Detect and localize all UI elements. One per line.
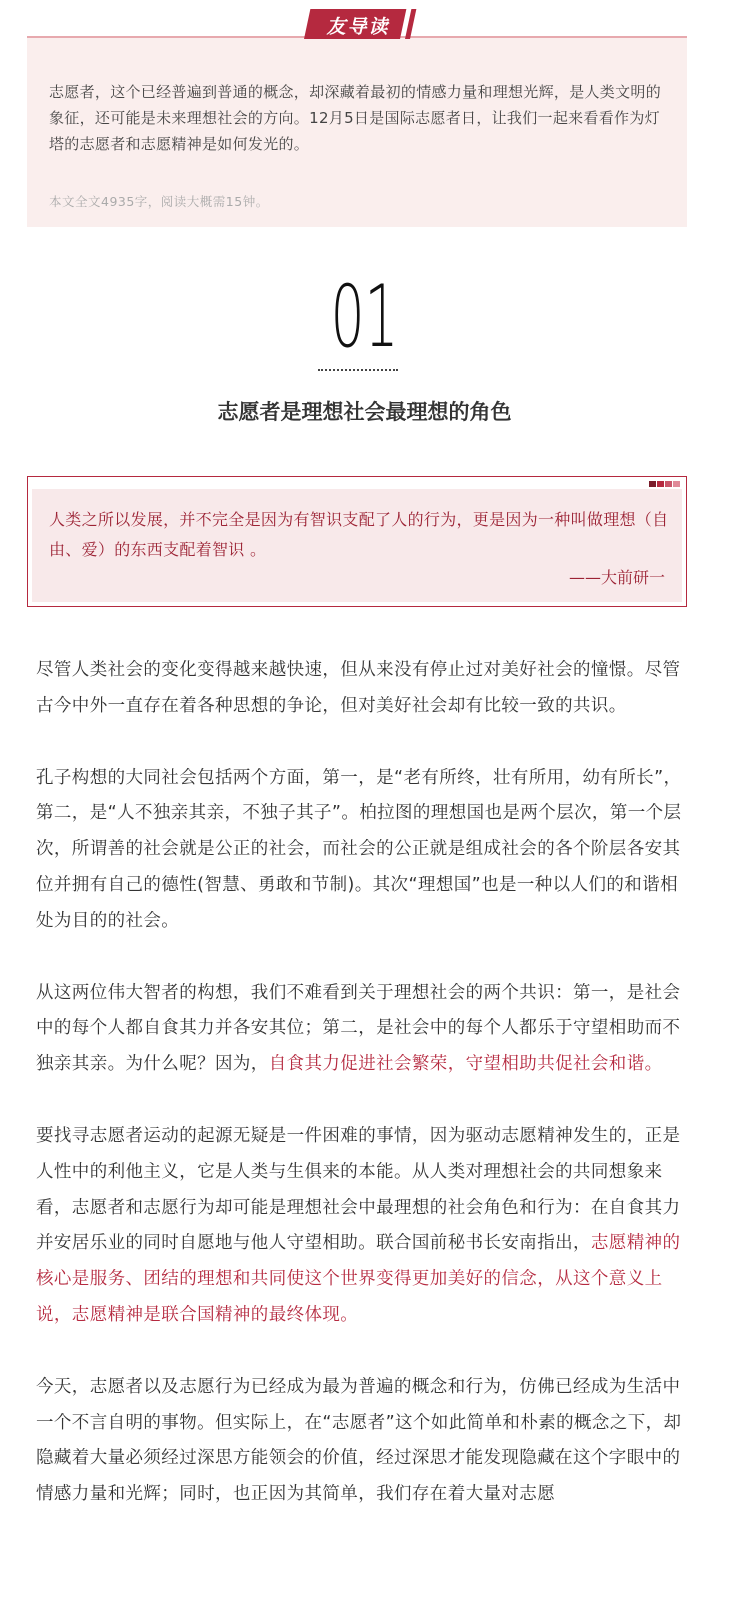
paragraph-text: 要找寻志愿者运动的起源无疑是一件困难的事情，因为驱动志愿精神发生的，正是人性中的利他主义，它是人类与生俱来的本能。从人类对理想社会的共同想象来看，志愿者和志愿行为却可能是理想社会中最理想的社会角色和行为：在自食其力并安居乐业的同时自愿地与他人守望相助。联合国前秘书长安南指出， (36, 1125, 681, 1254)
quote-decoration-dots (649, 481, 680, 487)
quote-text: 人类之所以发展，并不完全是因为有智识支配了人的行为，更是因为一种叫做理想（自由、爱）的东西支配着智识 。 (49, 510, 669, 559)
quote-dot (665, 481, 672, 487)
body-paragraph (36, 976, 686, 1083)
paragraph-text: 从这两位伟大智者的构想，我们不难看到关于理想社会的两个共识：第一，是社会中的每个人都自食其力并各安其位；第二，是社会中的每个人都乐于守望相助而不独亲其亲。为什么呢？因为， (36, 982, 681, 1075)
quote-dot (673, 481, 680, 487)
article-body (36, 653, 686, 1549)
paragraph-text: 今天，志愿者以及志愿行为已经成为最为普遍的概念和行为，仿佛已经成为生活中一个不言自明的事物。但实际上，在“志愿者”这个如此简单和朴素的概念之下，却隐藏着大量必须经过深思方能领会的价值，经过深思才能发现隐藏在这个字眼中的情感力量和光辉；同时，也正因为其简单，我们存在着大量对志愿 (36, 1376, 682, 1505)
section-number: 01 (330, 267, 399, 367)
quote-dot (657, 481, 664, 487)
intro-tag-label: 友导读 (326, 16, 390, 38)
intro-tag (304, 9, 414, 39)
reading-time-note: 本文全文4935字，阅读大概需15钟。 (49, 194, 269, 209)
intro-text: 志愿者，这个已经普遍到普通的概念，却深藏着最初的情感力量和理想光辉，是人类文明的象征，还可能是未来理想社会的方向。12月5日是国际志愿者日，让我们一起来看看作为灯塔的志愿者和志愿精神是如何发光的。 (49, 83, 662, 153)
intro-box (27, 36, 687, 227)
paragraph-text: 孔子构想的大同社会包括两个方面，第一，是“老有所终，壮有所用，幼有所长”，第二，是“人不独亲其亲，不独子其子”。柏拉图的理想国也是两个层次，第一个层次，所谓善的社会就是公正的社会，而社会的公正就是组成社会的各个阶层各安其位并拥有自己的德性(智慧、勇敢和节制)。其次“理想国”也是一种以人们的和谐相处为目的的社会。 (36, 767, 682, 931)
section-title: 志愿者是理想社会最理想的角色 (217, 400, 512, 424)
body-paragraph (36, 1119, 686, 1334)
quote-box (27, 476, 687, 607)
highlighted-text: 志愿精神的核心是服务、团结的理想和共同使这个世界变得更加美好的信念，从这个意义上说，志愿精神是联合国精神的最终体现。 (36, 1233, 681, 1325)
quote-dot (649, 481, 656, 487)
intro-tag-stripe (405, 9, 416, 39)
body-paragraph (36, 761, 686, 940)
body-paragraph (36, 1370, 686, 1513)
body-paragraph (36, 653, 686, 725)
paragraph-text: 尽管人类社会的变化变得越来越快速，但从来没有停止过对美好社会的憧憬。尽管古今中外一直存在着各种思想的争论，但对美好社会却有比较一致的共识。 (36, 660, 681, 716)
section-number-underline (318, 369, 398, 371)
highlighted-text: 自食其力促进社会繁荣，守望相助共促社会和谐。 (268, 1054, 663, 1075)
quote-author: ——大前研一 (568, 568, 665, 587)
quote-inner (32, 489, 682, 602)
